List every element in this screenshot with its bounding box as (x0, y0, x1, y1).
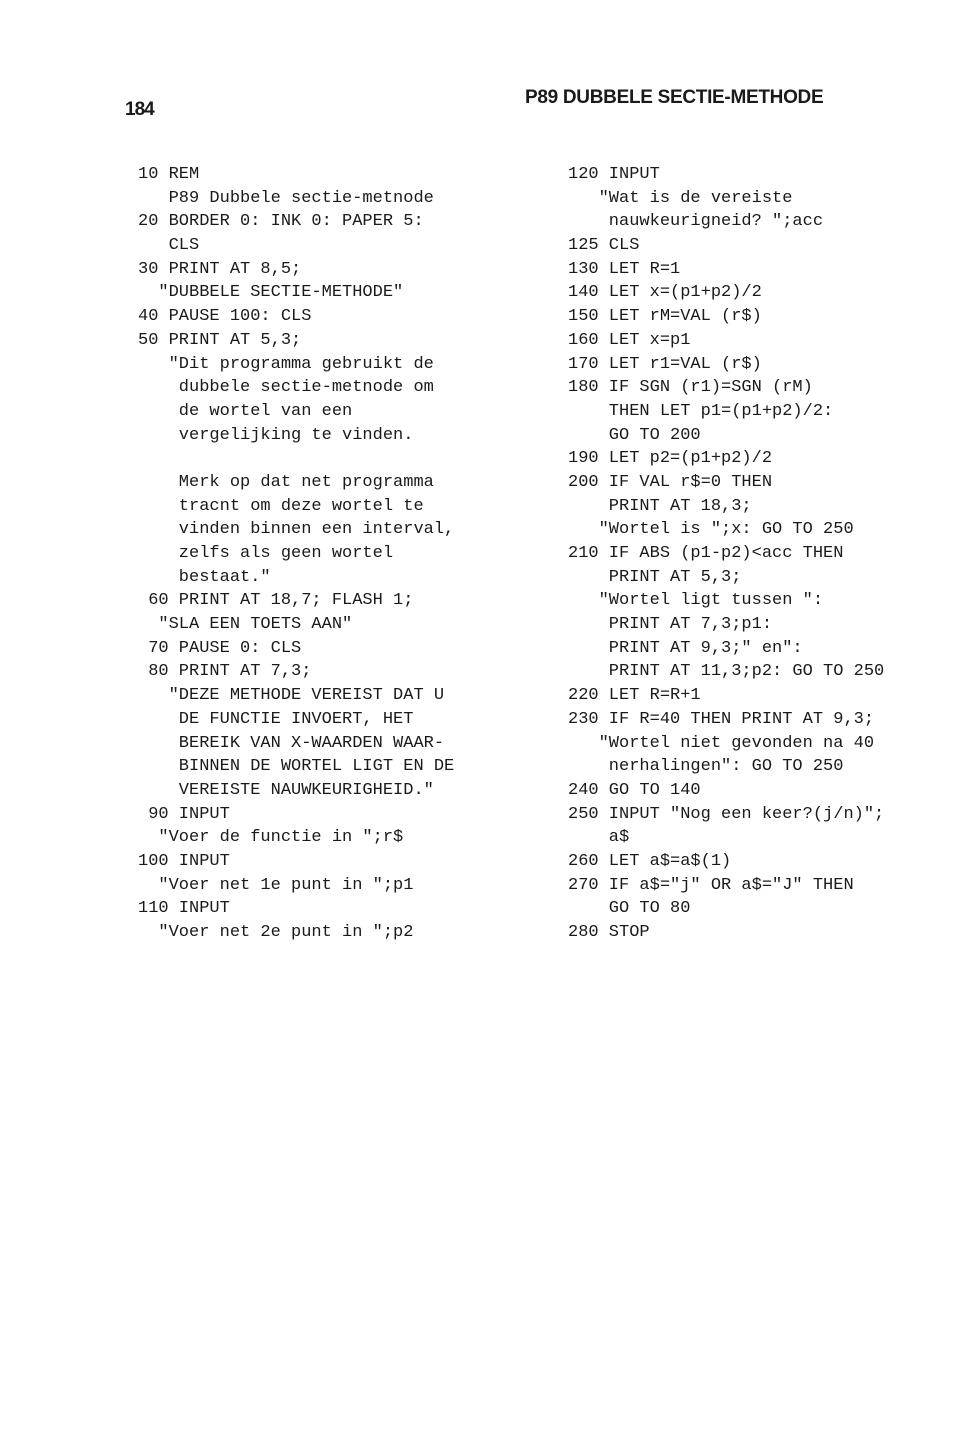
code-line: VEREISTE NAUWKEURIGHEID." (138, 780, 434, 800)
code-line: PRINT AT 7,3;p1: (568, 615, 773, 635)
code-line: vinden binnen een interval, (138, 520, 455, 540)
code-line: 280 STOP (568, 923, 650, 942)
code-line: PRINT AT 11,3;p2: GO TO 250 (568, 662, 885, 682)
page-number: 184 (125, 99, 154, 120)
code-line: 170 LET r1=VAL (r$) (568, 354, 762, 374)
code-line: 70 PAUSE 0: CLS (138, 638, 302, 658)
code-line: 240 GO TO 140 (568, 780, 701, 800)
code-line: zelfs als geen wortel (138, 544, 394, 563)
code-line: nauwkeurigneid? ";acc (568, 212, 824, 232)
code-line: "Wortel niet gevonden na 40 (568, 733, 875, 753)
code-line: 200 IF VAL r$=0 THEN (568, 472, 773, 492)
code-line: CLS (138, 236, 200, 256)
code-line: bestaat." (138, 567, 271, 587)
code-line: 120 INPUT (568, 165, 660, 184)
code-line: P89 Dubbele sectie-metnode (138, 188, 434, 208)
code-line: a$ (568, 828, 630, 848)
code-line: 180 IF SGN (r1)=SGN (rM) (568, 378, 813, 398)
code-line: 130 LET R=1 (568, 259, 681, 279)
page-title: P89 DUBBELE SECTIE-METHODE (525, 87, 824, 108)
code-line: 160 LET x=p1 (568, 330, 691, 350)
code-line: 110 INPUT (138, 899, 230, 919)
code-line: 90 INPUT (138, 804, 230, 824)
code-line: "Wat is de vereiste (568, 188, 793, 208)
code-line: 60 PRINT AT 18,7; FLASH 1; (138, 591, 414, 611)
code-line: 20 BORDER 0: INK 0: PAPER 5: (138, 212, 424, 232)
code-line: nerhalingen": GO TO 250 (568, 757, 844, 777)
code-line: 10 REM (138, 165, 200, 184)
code-line: 220 LET R=R+1 (568, 686, 701, 706)
code-line: 190 LET p2=(p1+p2)/2 (568, 449, 773, 469)
code-line: 40 PAUSE 100: CLS (138, 307, 312, 327)
code-line: "Voer de functie in ";r$ (138, 828, 404, 848)
code-line: "DEZE METHODE VEREIST DAT U (138, 686, 445, 706)
code-line: "Wortel ligt tussen ": (568, 591, 824, 611)
code-line: Merk op dat net programma (138, 472, 434, 492)
code-line: de wortel van een (138, 401, 353, 421)
code-line: BINNEN DE WORTEL LIGT EN DE (138, 757, 455, 777)
code-line: "Voer net 1e punt in ";p1 (138, 875, 414, 895)
code-line: 230 IF R=40 THEN PRINT AT 9,3; (568, 709, 875, 729)
code-listing-left-column (138, 163, 454, 945)
code-line: PRINT AT 18,3; (568, 496, 752, 516)
code-line: tracnt om deze wortel te (138, 496, 424, 516)
code-line: GO TO 80 (568, 899, 691, 919)
code-line: 140 LET x=(p1+p2)/2 (568, 283, 762, 303)
code-line: 270 IF a$="j" OR a$="J" THEN (568, 875, 854, 895)
code-line: PRINT AT 9,3;" en": (568, 638, 803, 658)
code-line: 260 LET a$=a$(1) (568, 851, 732, 871)
code-line: THEN LET p1=(p1+p2)/2: (568, 401, 834, 421)
code-line: 100 INPUT (138, 851, 230, 871)
code-line: 210 IF ABS (p1-p2)<acc THEN (568, 544, 844, 563)
code-line: "DUBBELE SECTIE-METHODE" (138, 283, 404, 303)
code-line: 80 PRINT AT 7,3; (138, 662, 312, 682)
code-line (138, 447, 454, 471)
code-line: dubbele sectie-metnode om (138, 378, 434, 398)
code-line: GO TO 200 (568, 425, 701, 445)
code-line: "Wortel is ";x: GO TO 250 (568, 520, 854, 540)
code-line: 50 PRINT AT 5,3; (138, 330, 302, 350)
code-line: 125 CLS (568, 236, 640, 256)
code-line: 150 LET rM=VAL (r$) (568, 307, 762, 327)
code-line: "Voer net 2e punt in ";p2 (138, 923, 414, 942)
code-line: 30 PRINT AT 8,5; (138, 259, 302, 279)
code-line: BEREIK VAN X-WAARDEN WAAR- (138, 733, 445, 753)
code-listing-right-column (568, 163, 884, 945)
code-line: "SLA EEN TOETS AAN" (138, 615, 353, 635)
code-line: vergelijking te vinden. (138, 425, 414, 445)
code-line: "Dit programma gebruikt de (138, 354, 434, 374)
code-line: DE FUNCTIE INVOERT, HET (138, 709, 414, 729)
code-line: 250 INPUT "Nog een keer?(j/n)"; (568, 804, 885, 824)
code-line: PRINT AT 5,3; (568, 567, 742, 587)
